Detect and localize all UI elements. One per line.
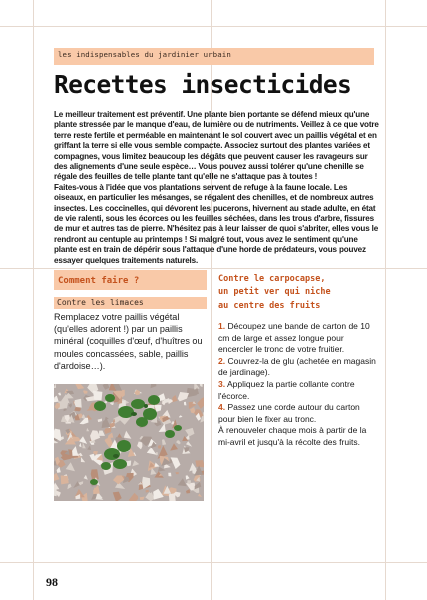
carpocapse-heading-line: Contre le carpocapse,: [218, 274, 326, 284]
carpocapse-heading-line: un petit ver qui niche: [218, 287, 331, 298]
step-item: [218, 402, 378, 425]
margin-guide-left: [33, 0, 34, 600]
intro-paragraph: Faites-vous à l'idée que vos plantations servent de refuge à la faune locale. Les oiseaux, en particulier les mésanges, se régalent des chenilles, et de nombreux autres insectes. Les coccinelles, qui dévorent les pucerons, hivernent au stade adulte, en état de vie ralenti, sous les écorces ou les feuilles séchées, dans les trous d'arbre, fissures de mur et autres tas de pierre. N'hésitez pas à leur laisser de quoi s'abriter, elles vous le rendront au centuple au printemps ! Si malgré tout, vous avez le sentiment qu'une plante est en train de dépérir sous l'attaque d'une horde de prédateurs, vous pouvez essayer quelques traitements naturels.: [54, 182, 379, 265]
comment-faire-heading-band: [54, 270, 207, 290]
carpocapse-steps: [218, 321, 378, 449]
margin-guide-bottom: [0, 562, 427, 563]
comment-faire-heading: Comment faire ?: [58, 276, 140, 286]
eggshell-mulch-photo: [54, 384, 204, 501]
intro-paragraph: Le meilleur traitement est préventif. Une plante bien portante se défend mieux qu'une plante stressée par le manque d'eau, de lumière ou de nutriments. Veillez à ce que votre terre reste fertile et perméable en maintenant le sol couvert avec un paillis végétal et en griffant la terre si elle vous semble compacte. Associez surtout des plantes variées et compagnes, vous limitez beaucoup les dégâts que peuvent causer les ravageurs sur des alignements d'une seule espèce… Vous pouvez aussi tolérer qu'une chenille se régale des feuilles de telle plante tant qu'elle ne s'attaque pas à toutes !: [54, 110, 379, 182]
step-number: 1.: [218, 321, 226, 331]
running-header: les indispensables du jardinier urbain: [58, 50, 231, 59]
step-number: 3.: [218, 378, 226, 389]
closing-note: À renouveler chaque mois à partir de la mi-avril et jusqu'à la récolte des fruits.: [218, 425, 367, 447]
page-title: Recettes insecticides: [54, 70, 352, 99]
limaces-text: Remplacez votre paillis végétal (qu'elles adorent !) par un paillis minéral (coquilles d'œuf, d'huîtres ou moules concassées, sable, paillis d'ardoise…).: [54, 312, 203, 371]
margin-guide-right: [385, 0, 386, 600]
step-text: Appliquez la partie collante contre l'écorce.: [218, 378, 355, 401]
carpocapse-heading: [218, 273, 378, 313]
limaces-heading-band: [54, 297, 207, 309]
step-item: [218, 321, 378, 356]
margin-guide-top: [0, 26, 427, 27]
section-divider: [0, 268, 427, 269]
step-number: 2.: [218, 355, 226, 366]
carpocapse-heading-line: au centre des fruits: [218, 300, 321, 311]
limaces-heading: Contre les limaces: [57, 298, 144, 307]
step-item: [218, 356, 378, 379]
page-number: 98: [46, 575, 58, 589]
intro-text: [54, 110, 380, 266]
step-number: 4.: [218, 402, 226, 413]
step-text: Couvrez-la de glu (achetée en magasin de jardinage).: [218, 355, 376, 378]
step-text: Découpez une bande de carton de 10 cm de large et assez longue pour encercler le tronc de votre fruitier.: [218, 321, 370, 355]
step-item: [218, 379, 378, 402]
step-text: Passez une corde autour du carton pour bien le fixer au tronc.: [218, 402, 360, 424]
